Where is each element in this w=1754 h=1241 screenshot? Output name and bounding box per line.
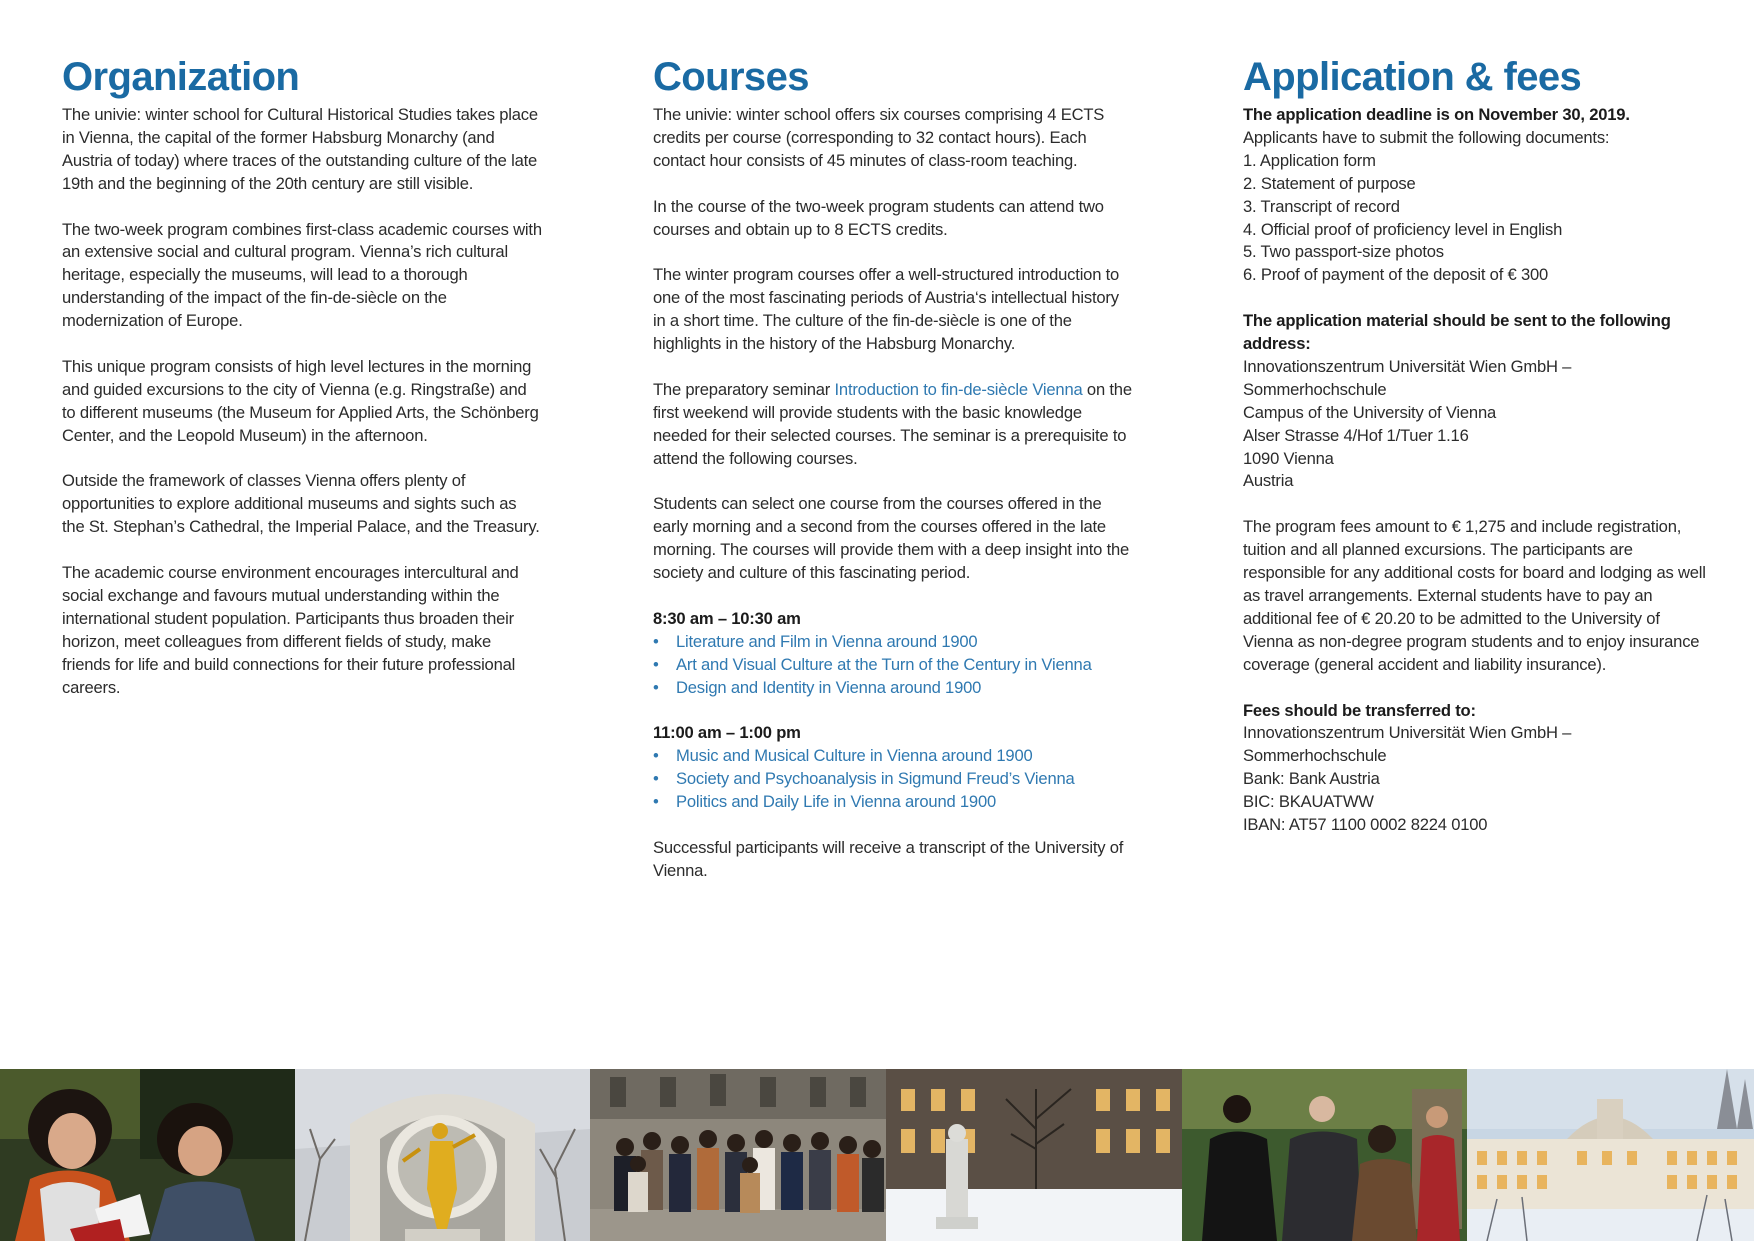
address-line: Innovationszentrum Universität Wien GmbH – bbox=[1243, 356, 1572, 376]
deadline-text: The application deadline is on November 30, 2019. bbox=[1243, 105, 1630, 124]
seminar-text-before: The preparatory seminar bbox=[653, 379, 835, 399]
morning-course-list bbox=[653, 631, 1133, 700]
application-heading: Application & fees bbox=[1243, 55, 1582, 99]
bank-line: Bank: Bank Austria bbox=[1243, 769, 1380, 789]
morning-time-label: 8:30 am – 10:30 am bbox=[653, 608, 801, 628]
course-item[interactable] bbox=[653, 677, 1133, 700]
snowy-courtyard-photo bbox=[886, 1069, 1182, 1241]
bullet-icon: • bbox=[653, 769, 659, 789]
documents-intro: Applicants have to submit the following documents: bbox=[1243, 127, 1610, 147]
bank-line: BIC: BKAUATWW bbox=[1243, 792, 1374, 812]
course-link[interactable]: Art and Visual Culture at the Turn of the Century in Vienna bbox=[676, 654, 1092, 674]
document-item: 1. Application form bbox=[1243, 150, 1376, 170]
course-item[interactable] bbox=[653, 654, 1133, 677]
course-link[interactable]: Society and Psychoanalysis in Sigmund Freud’s Vienna bbox=[676, 769, 1075, 789]
courses-program-paragraph: The winter program courses offer a well-structured introduction to one of the most fascinating periods of Austria‘s intellectual history in a short time. The culture of the fin-de-siècle is one of the highlights in the history of the Habsburg Monarchy. bbox=[653, 265, 1120, 354]
courses-seminar-paragraph bbox=[653, 379, 1133, 471]
document-item: 4. Official proof of proficiency level in English bbox=[1243, 219, 1563, 239]
organization-paragraph: This unique program consists of high level lectures in the morning and guided excursions to the city of Vienna (e.g. Ringstraße) and to different museums (the Museum for Applied Arts, the Schönberg Center, and the Leopold Museum) in the afternoon. bbox=[62, 356, 539, 445]
course-item[interactable] bbox=[653, 791, 1133, 814]
seminar-text-after: on the first weekend will provide students with the basic knowledge needed for their selected courses. The seminar is a prerequisite to attend the following courses. bbox=[653, 379, 1132, 468]
document-item: 6. Proof of payment of the deposit of € 300 bbox=[1243, 265, 1549, 285]
late-morning-course-list bbox=[653, 745, 1133, 814]
university-building-photo bbox=[1467, 1069, 1754, 1241]
students-reading-photo bbox=[0, 1069, 295, 1241]
bank-details bbox=[1243, 722, 1713, 837]
course-link[interactable]: Politics and Daily Life in Vienna around 1900 bbox=[676, 792, 997, 812]
document-item: 2. Statement of purpose bbox=[1243, 173, 1416, 193]
mailing-address bbox=[1243, 356, 1713, 493]
bullet-icon: • bbox=[653, 631, 659, 651]
application-section bbox=[1243, 52, 1713, 837]
bullet-icon: • bbox=[653, 677, 659, 697]
course-link[interactable]: Literature and Film in Vienna around 1900 bbox=[676, 631, 978, 651]
organization-paragraph: The univie: winter school for Cultural Historical Studies takes place in Vienna, the capital of the former Habsburg Monarchy (and Austria of today) where traces of the outstanding culture of the late 19th and the beginning of the 20th century are still visible. bbox=[62, 105, 538, 193]
courses-intro-paragraph: The univie: winter school offers six courses comprising 4 ECTS credits per course (corresponding to 32 contact hours). Each contact hour consists of 45 minutes of class-room teaching. bbox=[653, 105, 1105, 170]
address-line: Austria bbox=[1243, 471, 1294, 491]
address-line: 1090 Vienna bbox=[1243, 448, 1334, 468]
course-item[interactable] bbox=[653, 768, 1133, 791]
courses-section bbox=[653, 52, 1133, 906]
group-photo bbox=[590, 1069, 886, 1241]
organization-section bbox=[62, 52, 542, 722]
courses-selection-paragraph: Students can select one course from the courses offered in the early morning and a second from the courses offered in the late morning. The courses will provide them with a deep insight into the society and culture of this fascinating period. bbox=[653, 494, 1130, 583]
course-link[interactable]: Music and Musical Culture in Vienna around 1900 bbox=[676, 746, 1033, 766]
late-morning-time-label: 11:00 am – 1:00 pm bbox=[653, 723, 801, 743]
address-line: Alser Strasse 4/Hof 1/Tuer 1.16 bbox=[1243, 425, 1469, 445]
organization-heading: Organization bbox=[62, 55, 300, 99]
courses-transcript-paragraph: Successful participants will receive a transcript of the University of Vienna. bbox=[653, 837, 1124, 880]
address-line: Campus of the University of Vienna bbox=[1243, 402, 1496, 422]
address-line: Sommerhochschule bbox=[1243, 379, 1387, 399]
course-item[interactable] bbox=[653, 631, 1133, 654]
courses-heading: Courses bbox=[653, 55, 809, 99]
document-item: 3. Transcript of record bbox=[1243, 196, 1400, 216]
bank-line: IBAN: AT57 1100 0002 8224 0100 bbox=[1243, 815, 1488, 835]
seminar-link[interactable]: Introduction to fin-de-siècle Vienna bbox=[834, 379, 1083, 399]
address-heading: The application material should be sent to the following address: bbox=[1243, 311, 1671, 354]
organization-paragraph: The academic course environment encourages intercultural and social exchange and favours mutual understanding within the international student population. Participants thus broaden their horizon, meet colleagues from different fields of study, make friends for life and build connections for their future professional careers. bbox=[62, 563, 519, 697]
bank-line: Innovationszentrum Universität Wien GmbH – bbox=[1243, 723, 1572, 743]
courses-credits-paragraph: In the course of the two-week program students can attend two courses and obtain up to 8 ECTS credits. bbox=[653, 196, 1104, 239]
organization-paragraph: The two-week program combines first-class academic courses with an extensive social and cultural program. Vienna’s rich cultural heritage, especially the museums, will lead to a thorough understanding of the impact of the fin-de-siècle on the modernization of Europe. bbox=[62, 219, 542, 331]
documents-list bbox=[1243, 150, 1713, 287]
organization-paragraph: Outside the framework of classes Vienna offers plenty of opportunities to explore additional museums and sights such as the St. Stephan’s Cathedral, the Imperial Palace, and the Treasury. bbox=[62, 471, 540, 537]
bullet-icon: • bbox=[653, 746, 659, 766]
bullet-icon: • bbox=[653, 654, 659, 674]
strauss-monument-photo bbox=[295, 1069, 590, 1241]
guided-tour-photo bbox=[1182, 1069, 1467, 1241]
bullet-icon: • bbox=[653, 792, 659, 812]
photo-strip bbox=[0, 1069, 1754, 1241]
bank-line: Sommerhochschule bbox=[1243, 746, 1387, 766]
course-item[interactable] bbox=[653, 745, 1133, 768]
program-fees-paragraph: The program fees amount to € 1,275 and include registration, tuition and all planned excursions. The participants are responsible for any additional costs for board and lodging as well as travel arrangements. External students have to pay an additional fee of € 20.20 to be admitted to the University of Vienna as non-degree program students and to enjoy insurance coverage (general accident and liability insurance). bbox=[1243, 517, 1706, 674]
document-item: 5. Two passport-size photos bbox=[1243, 242, 1444, 262]
transfer-heading: Fees should be transferred to: bbox=[1243, 700, 1476, 720]
course-link[interactable]: Design and Identity in Vienna around 1900 bbox=[676, 677, 982, 697]
